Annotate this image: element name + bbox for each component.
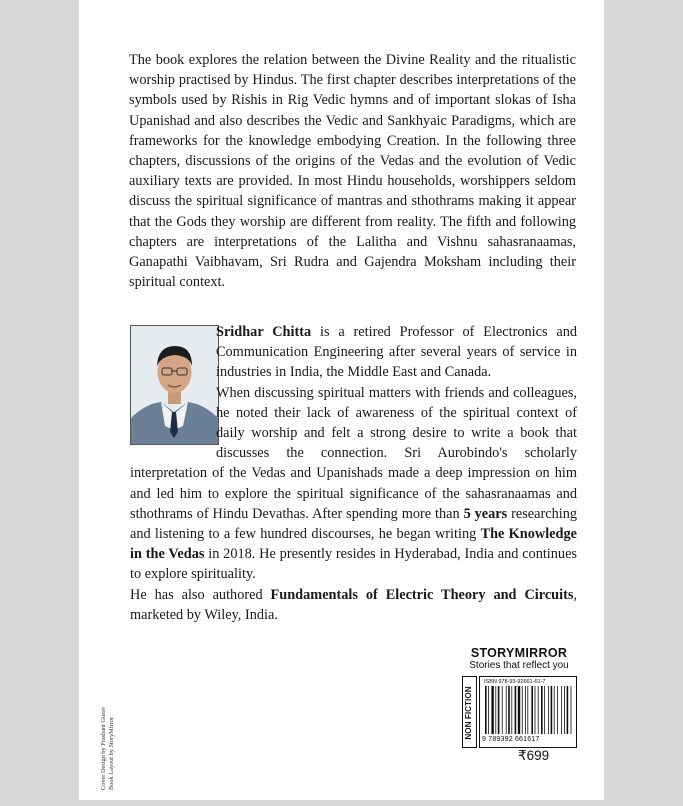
isbn-text: ISBN 978-93-92661-61-7: [484, 679, 546, 685]
author-name: Sridhar Chitta: [216, 324, 312, 340]
publisher-logo: [461, 646, 577, 671]
barcode-bars: [485, 686, 573, 736]
bio-para-2: When discussing spiritual matters with friends and colleagues, he noted their lack of awareness of the spiritual context of daily worship and felt a strong desire to write a book that discusses the connection. Sri Aurobindo's scholarly interpretation of the Vedas and Upanishads made a deep impression on him and led him to explore the spiritual significance of the sahasranaamas and sthothrams of Hindu Devathas. After spending more than 5 years researching and listening to a few hundred discourses, he began writing The Knowledge in the Vedas in 2018. He presently resides in Hyderabad, India and continues to explore spirituality.: [130, 384, 577, 583]
book-blurb: The book explores the relation between the Divine Reality and the ritualistic worship practised by Hindus. The first chapter describes interpretations of the symbols used by Rishis in Rig Vedic hymns and of important slokas of Isha Upanishad and also describes the Vedic and Sankhyaic Paradigms, which are frameworks for the knowledge embodying Creation. In the following three chapters, discussions of the origins of the Vedas and the evolution of Vedic auxiliary texts are provided. In most Hindu households, worshippers seldom discuss the spiritual significance of mantras and sthothrams making it appear that the Gods they worship are different from reality. The fifth and following chapters are interpretations of the Lalitha and Vishnu sahasranaamas, Ganapathi Vaibhavam, Sri Rudra and Gajendra Moksham including their spiritual context.: [129, 52, 576, 291]
design-credits: Cover Design by Prashant Gurav Book Layout by StoryMirror: [100, 706, 116, 790]
publisher-tagline: Stories that reflect you: [469, 660, 569, 671]
category-label: NON FICTION: [462, 676, 477, 748]
barcode-digits: 9 789392 661617: [482, 736, 540, 743]
price: ₹699: [518, 748, 550, 763]
bio-para-1: Sridhar Chitta is a retired Professor of Electronics and Communication Engineering after several years of service in industries in India, the Middle East and Canada.: [216, 324, 577, 381]
author-bio: [130, 322, 577, 625]
bio-para-3: He has also authored Fundamentals of Electric Theory and Circuits, marketed by Wiley, India.: [130, 586, 577, 623]
photo-spacer: [130, 322, 216, 458]
isbn-barcode: [479, 676, 577, 748]
publisher-name: STORYMIRROR: [470, 646, 568, 660]
